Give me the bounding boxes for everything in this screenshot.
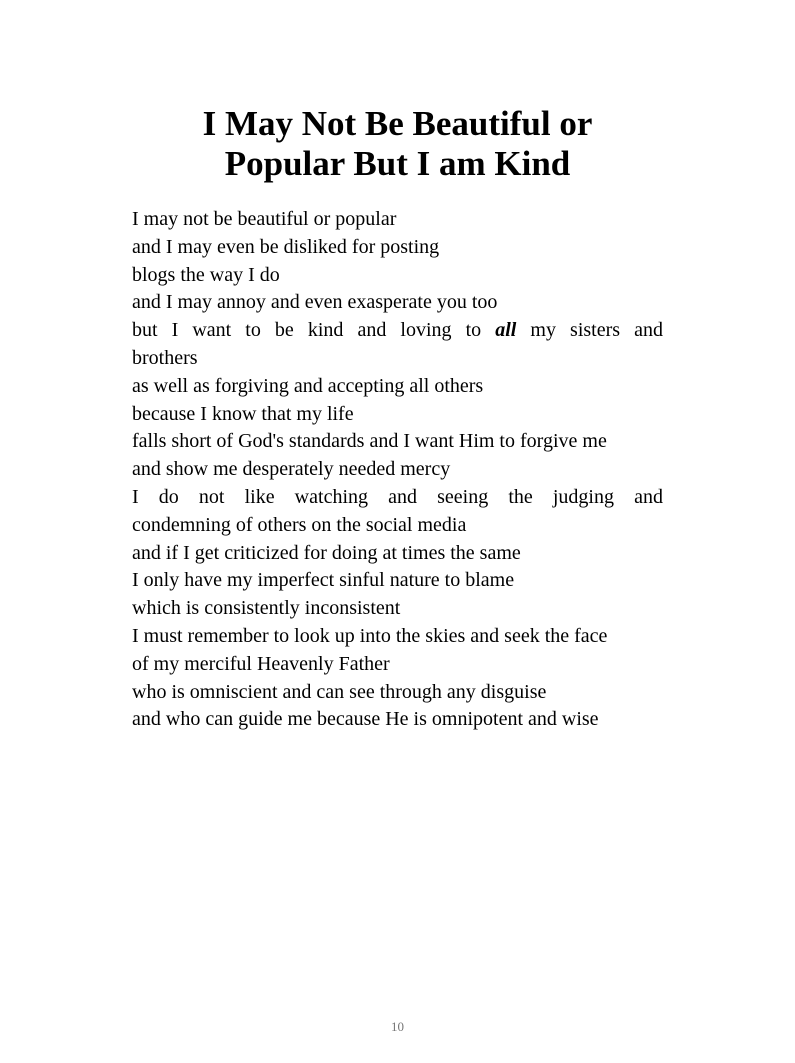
poem-title: [0, 104, 795, 184]
poem-title-line-2: Popular But I am Kind: [224, 144, 571, 183]
poem-line-14: I only have my imperfect sinful nature to blame: [132, 569, 515, 592]
poem-line-15: which is consistently inconsistent: [132, 597, 401, 620]
poem-line-3: blogs the way I do: [132, 263, 280, 286]
poem-line-4: and I may annoy and even exasperate you too: [132, 291, 498, 314]
poem-line-5: [132, 317, 663, 345]
poem-line-5-start: but I want to be kind and loving to: [132, 319, 496, 342]
poem-line-2: and I may even be disliked for posting: [132, 235, 440, 258]
poem-line-10: and show me desperately needed mercy: [132, 458, 451, 481]
poem-body: [132, 206, 663, 734]
poem-line-11: I do not like watching and seeing the judging and: [132, 485, 663, 508]
poem-line-19: and who can guide me because He is omnipotent and wise: [132, 708, 599, 731]
poem-line-13: and if I get criticized for doing at times the same: [132, 541, 521, 564]
poem-line-5-emphasis: all: [495, 319, 517, 342]
poem-line-9: falls short of God's standards and I want Him to forgive me: [132, 430, 607, 453]
poem-line-7: as well as forgiving and accepting all others: [132, 374, 484, 397]
poem-line-16: I must remember to look up into the skies and seek the face: [132, 624, 608, 647]
poem-title-line-1: I May Not Be Beautiful or: [202, 104, 593, 143]
page-number: 10: [391, 1019, 404, 1034]
poem-line-6: brothers: [132, 346, 198, 369]
poem-line-17: of my merciful Heavenly Father: [132, 652, 390, 675]
poem-line-18: who is omniscient and can see through any disguise: [132, 680, 547, 703]
poem-line-8: because I know that my life: [132, 402, 354, 425]
poem-line-5-end: my sisters and: [516, 319, 663, 342]
poem-line-1: I may not be beautiful or popular: [132, 208, 397, 230]
poem-line-12: condemning of others on the social media: [132, 513, 467, 536]
